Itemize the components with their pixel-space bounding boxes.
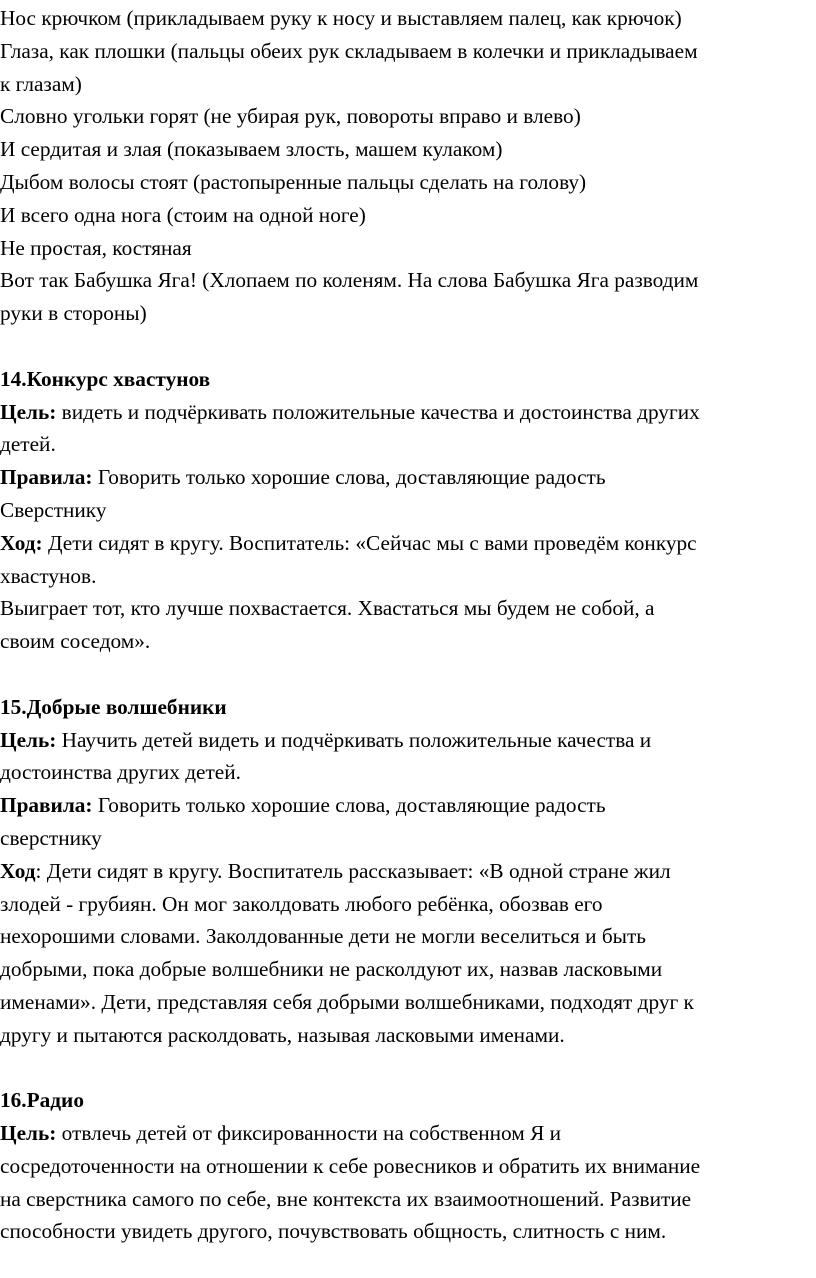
goal-line xyxy=(0,396,816,429)
text-line: своим соседом». xyxy=(0,629,151,654)
text-line: И всего одна нога (стоим на одной ноге) xyxy=(0,202,366,227)
paragraph-gap xyxy=(0,1052,816,1085)
text-line: именами». Дети, представляя себя добрыми волшебниками, подходят друг к xyxy=(0,989,694,1014)
course-label: Ход xyxy=(0,858,36,883)
goal-text: Научить детей видеть и подчёркивать положительные качества и xyxy=(56,727,652,752)
text-line: достоинства других детей. xyxy=(0,760,241,785)
text-line: другу и пытаются расколдовать, называя ласковыми именами. xyxy=(0,1022,565,1047)
text-line: хвастунов. xyxy=(0,563,97,588)
text-line: добрыми, пока добрые волшебники не расколдуют их, назвав ласковыми xyxy=(0,957,663,982)
course-line xyxy=(0,527,816,560)
text-line: Вот так Бабушка Яга! (Хлопаем по коленям. На слова Бабушка Яга разводим xyxy=(0,268,699,293)
course-text: : Дети сидят в кругу. Воспитатель рассказывает: «В одной стране жил xyxy=(35,858,671,883)
text-line: сверстнику xyxy=(0,825,102,850)
paragraph-gap xyxy=(0,658,816,691)
course-text: Дети сидят в кругу. Воспитатель: «Сейчас мы с вами проведём конкурс xyxy=(42,530,697,555)
rules-label: Правила: xyxy=(0,793,93,818)
rules-label: Правила: xyxy=(0,465,93,490)
text-line: Нос крючком (прикладываем руку к носу и выставляем палец, как крючок) xyxy=(0,6,682,30)
text-line: способности увидеть другого, почувствовать общность, слитность с ним. xyxy=(0,1219,667,1244)
rules-text: Говорить только хорошие слова, доставляющие радость xyxy=(92,793,606,818)
text-line: нехорошими словами. Заколдованные дети не могли веселиться и быть xyxy=(0,924,646,949)
section-title: 16.Радио xyxy=(0,1088,84,1113)
course-line xyxy=(0,855,816,888)
rules-text: Говорить только хорошие слова, доставляющие радость xyxy=(92,465,606,490)
goal-text: видеть и подчёркивать положительные качества и достоинства других xyxy=(56,399,700,424)
text-line: Сверстнику xyxy=(0,497,107,522)
text-line: Не простая, костяная xyxy=(0,235,192,260)
text-line: сосредоточенности на отношении к себе ровесников и обратить их внимание xyxy=(0,1153,701,1178)
course-label: Ход: xyxy=(0,530,43,555)
section-title: 15.Добрые волшебники xyxy=(0,694,227,719)
goal-label: Цель: xyxy=(0,1121,57,1146)
section-15 xyxy=(0,691,816,1052)
text-line: Дыбом волосы стоят (растопыренные пальцы сделать на голову) xyxy=(0,169,587,194)
goal-text: отвлечь детей от фиксированности на собственном Я и xyxy=(56,1121,562,1146)
section-14 xyxy=(0,363,816,658)
text-line: Выиграет тот, кто лучше похвастается. Хвастаться мы будем не собой, а xyxy=(0,596,655,621)
text-line: детей. xyxy=(0,432,56,457)
rules-line xyxy=(0,789,816,822)
text-line: к глазам) xyxy=(0,71,82,96)
text-line: злодей - грубиян. Он мог заколдовать любого ребёнка, обозвав его xyxy=(0,891,603,916)
section-16 xyxy=(0,1084,816,1248)
text-line: руки в стороны) xyxy=(0,301,147,326)
text-line: Глаза, как плошки (пальцы обеих рук складываем в колечки и прикладываем xyxy=(0,38,698,63)
text-line: И сердитая и злая (показываем злость, машем кулаком) xyxy=(0,137,503,162)
text-line: на сверстника самого по себе, вне контекста их взаимоотношений. Развитие xyxy=(0,1186,692,1211)
section-title: 14.Конкурс хвастунов xyxy=(0,366,211,391)
intro-verse xyxy=(0,2,816,330)
rules-line xyxy=(0,461,816,494)
goal-line xyxy=(0,724,816,757)
goal-line xyxy=(0,1117,816,1150)
paragraph-gap xyxy=(0,330,816,363)
text-line: Словно угольки горят (не убирая рук, повороты вправо и влево) xyxy=(0,104,581,129)
goal-label: Цель: xyxy=(0,399,57,424)
goal-label: Цель: xyxy=(0,727,57,752)
